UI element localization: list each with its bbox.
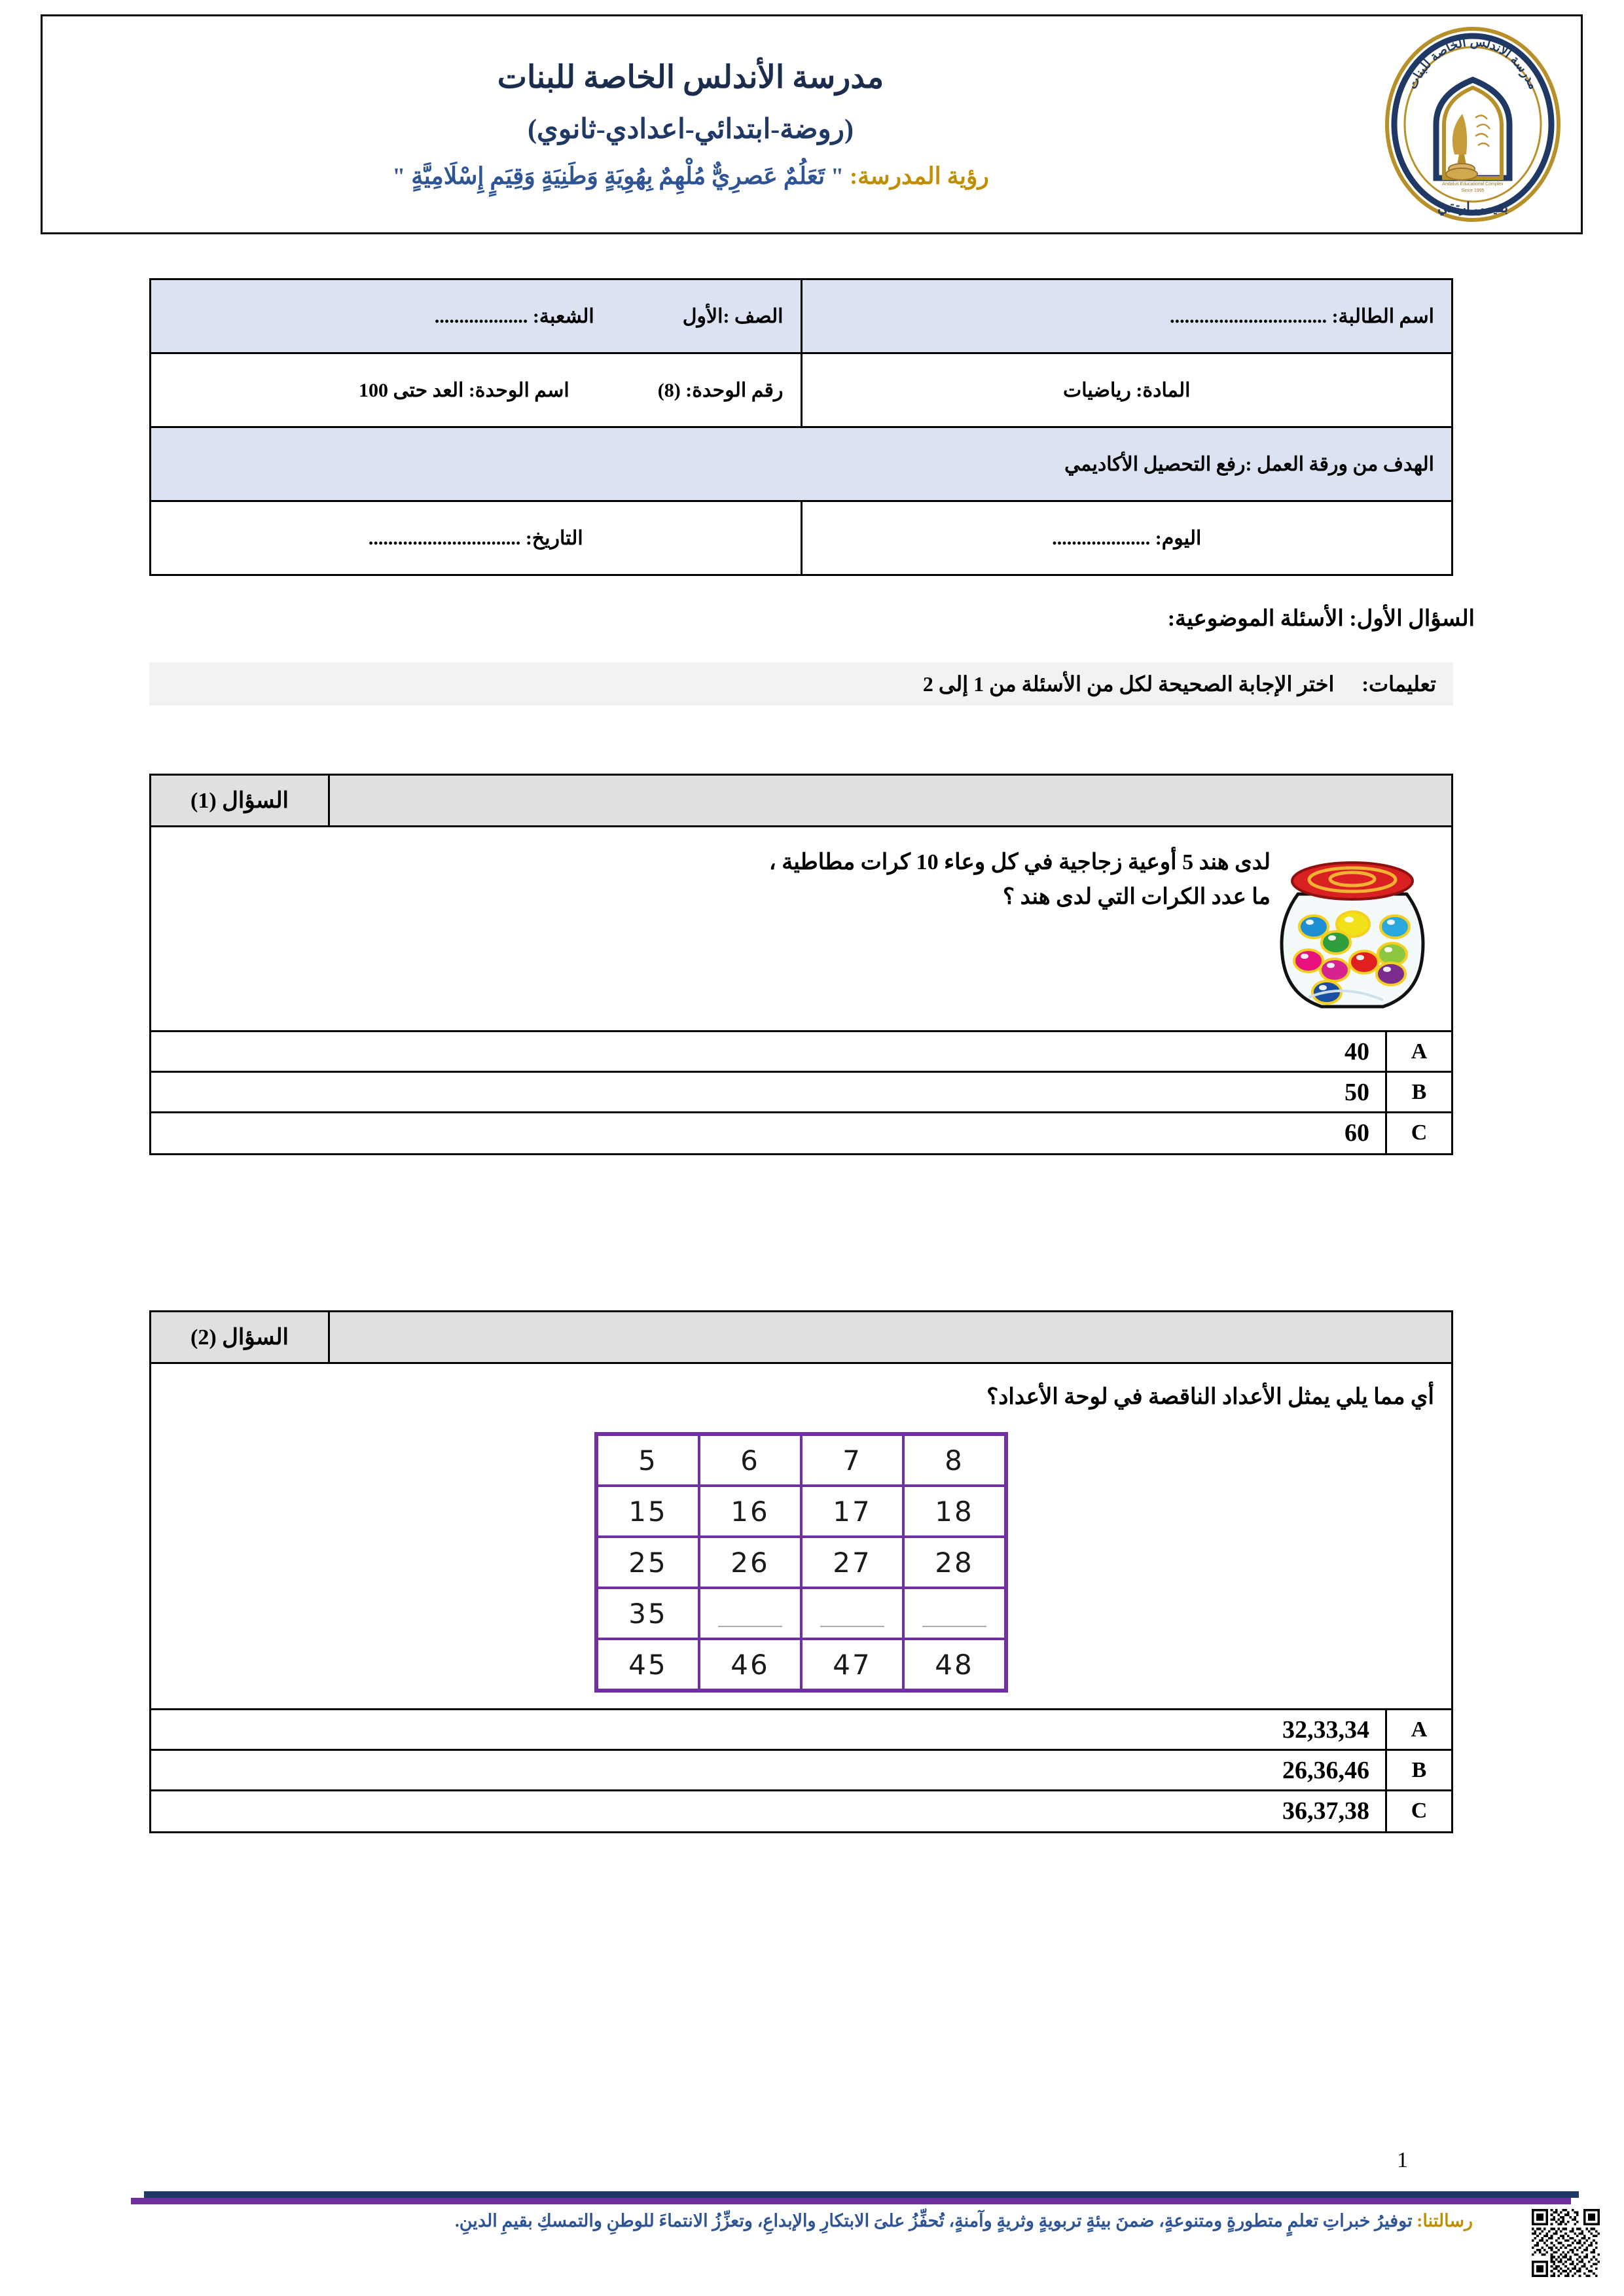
number-cell-blank[interactable] [699,1588,801,1639]
question-2-label: السؤال (2) [190,1325,289,1350]
number-board-row [596,1639,1006,1691]
option-value-text: 40 [1344,1037,1369,1066]
school-stages: (روضة-ابتدائي-اعدادي-ثانوي) [528,115,854,145]
number-cell: 8 [903,1434,1006,1486]
question-block-2 [149,1310,1453,1833]
option-value[interactable] [151,1031,1386,1072]
worksheet-info-table [149,278,1453,576]
header-text-block [43,59,1365,190]
goal-cell [151,427,1453,501]
footer-divider-purple [131,2198,1571,2204]
number-board-row [596,1486,1006,1537]
option-value-text: 60 [1344,1119,1369,1147]
question-1-header [151,776,1451,827]
school-name: مدرسة الأندلس الخاصة للبنات [497,60,884,95]
table-row [151,501,1453,575]
table-row [151,279,1453,353]
question-2-header-blank [328,1312,1451,1362]
option-letter: C [1386,1791,1452,1831]
number-board-grid [594,1432,1008,1693]
number-cell-blank[interactable] [903,1588,1006,1639]
option-value[interactable] [151,1791,1386,1831]
vision-text: " تَعَلُمٌ عَصرِيٌّ مُلْهِمٌ بِهُوِيَةٍ وَطَنِيَةٍ وَقِيَمٍ إِسْلَامِيَّةٍ " [392,163,844,189]
vision-label: رؤية المدرسة: [850,163,989,189]
number-cell-blank[interactable] [801,1588,903,1639]
option-value-text: 32,33,34 [1282,1715,1369,1744]
logo-cell [1365,26,1581,223]
option-letter: A [1386,1710,1452,1750]
class-label: الصف :الأول [682,305,784,327]
option-value[interactable] [151,1113,1386,1153]
section-title: السؤال الأول: الأسئلة الموضوعية: [1167,607,1475,631]
question-1-options [151,1030,1451,1153]
logo-since-text: Since 1995 [1461,188,1485,193]
document-header [41,14,1583,234]
qr-code-icon [1532,2209,1600,2277]
student-name-label: اسم الطالبة: [1331,305,1434,327]
day-cell [801,501,1453,575]
option-row[interactable] [151,1072,1451,1113]
question-2-prompt: أي مما يلي يمثل الأعداد الناقصة في لوحة الأعداد؟ [986,1385,1434,1409]
question-1-prompt-line1: لدى هند 5 أوعية زجاجية في كل وعاء 10 كرات مطاطية ، [768,850,1271,874]
option-row[interactable] [151,1791,1451,1831]
number-cell: 6 [699,1434,801,1486]
day-value: .................... [1052,527,1151,549]
footer-mission [151,2211,1473,2231]
option-value[interactable] [151,1072,1386,1113]
logo-bottom-text: بقيمي ارتقي [1437,200,1509,215]
question-2-body [151,1364,1451,1708]
question-1-body [151,827,1451,1030]
question-2-header [151,1312,1451,1364]
subject-cell [801,353,1453,427]
subject-label: المادة: رياضيات [1063,379,1191,401]
glass-jar-icon [1271,843,1434,1020]
option-value-text: 50 [1344,1078,1369,1106]
number-cell: 17 [801,1486,903,1537]
student-name-value: ................................ [1170,305,1327,327]
instructions-text: اختر الإجابة الصحيحة لكل من الأسئلة من 1 إلى 2 [922,672,1335,696]
logo-top-text: مدرسة الأندلس الخاصة للبنات [1405,35,1540,92]
number-cell: 16 [699,1486,801,1537]
number-cell: 5 [596,1434,699,1486]
number-cell: 7 [801,1434,903,1486]
instructions-label: تعليمات: [1362,672,1436,696]
logo-sub-text-en: Andalus Educational Complex [1442,182,1504,187]
option-value-text: 36,37,38 [1282,1797,1369,1825]
option-row[interactable] [151,1113,1451,1153]
section-label: الشعبة: [532,305,594,327]
school-logo [1385,26,1561,223]
option-value[interactable] [151,1710,1386,1750]
date-label: التاريخ: [525,527,583,549]
option-row[interactable] [151,1750,1451,1791]
table-row [151,353,1453,427]
number-cell: 46 [699,1639,801,1691]
day-label: اليوم: [1155,527,1202,549]
question-1-prompt [168,843,1271,914]
number-board-row [596,1588,1006,1639]
footer-mission-text: توفيرُ خبراتِ تعلمٍ متطورةٍ ومتنوعةٍ، ضمنَ بيئةٍ تربويةٍ وثريةٍ وآمنةٍ، تُحفِّزُ علىَ الابتكارِ والإبداعِ، وتعزِّزُ الانتماءَ للوطنِ والتمسكِ بقيمِ الدينِ. [455,2211,1413,2231]
page-number: 1 [1397,2148,1408,2172]
option-value[interactable] [151,1750,1386,1791]
question-1-figure [1271,843,1434,1020]
footer-divider-navy [144,2191,1579,2198]
number-cell: 25 [596,1537,699,1588]
option-letter: B [1386,1072,1452,1113]
number-cell: 48 [903,1639,1006,1691]
instructions-bar [149,662,1453,706]
number-cell: 26 [699,1537,801,1588]
unit-number-label: رقم الوحدة: (8) [657,379,784,401]
option-row[interactable] [151,1710,1451,1750]
number-cell: 47 [801,1639,903,1691]
number-board-row [596,1537,1006,1588]
question-2-figure [168,1432,1434,1693]
question-2-options [151,1708,1451,1831]
number-cell: 35 [596,1588,699,1639]
option-letter: B [1386,1750,1452,1791]
unit-name-label: اسم الوحدة: العد حتى 100 [359,379,569,401]
class-section-cell [151,279,802,353]
footer-mission-label: رسالتنا: [1416,2211,1473,2231]
unit-cell [151,353,802,427]
number-cell: 45 [596,1639,699,1691]
question-1-label: السؤال (1) [190,789,289,813]
option-row[interactable] [151,1031,1451,1072]
table-row [151,427,1453,501]
student-name-cell [801,279,1453,353]
option-letter: A [1386,1031,1452,1072]
number-cell: 15 [596,1486,699,1537]
school-vision [392,162,988,190]
number-board-row [596,1434,1006,1486]
date-value: ............................... [368,527,521,549]
section-value: ................... [434,305,528,327]
question-1-header-blank [328,776,1451,825]
goal-label: الهدف من ورقة العمل :رفع التحصيل الأكاديمي [1064,453,1434,475]
number-cell: 28 [903,1537,1006,1588]
date-cell [151,501,802,575]
option-letter: C [1386,1113,1452,1153]
question-1-prompt-line2: ما عدد الكرات التي لدى هند ؟ [1003,884,1271,909]
number-cell: 18 [903,1486,1006,1537]
option-value-text: 26,36,46 [1282,1756,1369,1784]
number-cell: 27 [801,1537,903,1588]
question-block-1 [149,774,1453,1155]
